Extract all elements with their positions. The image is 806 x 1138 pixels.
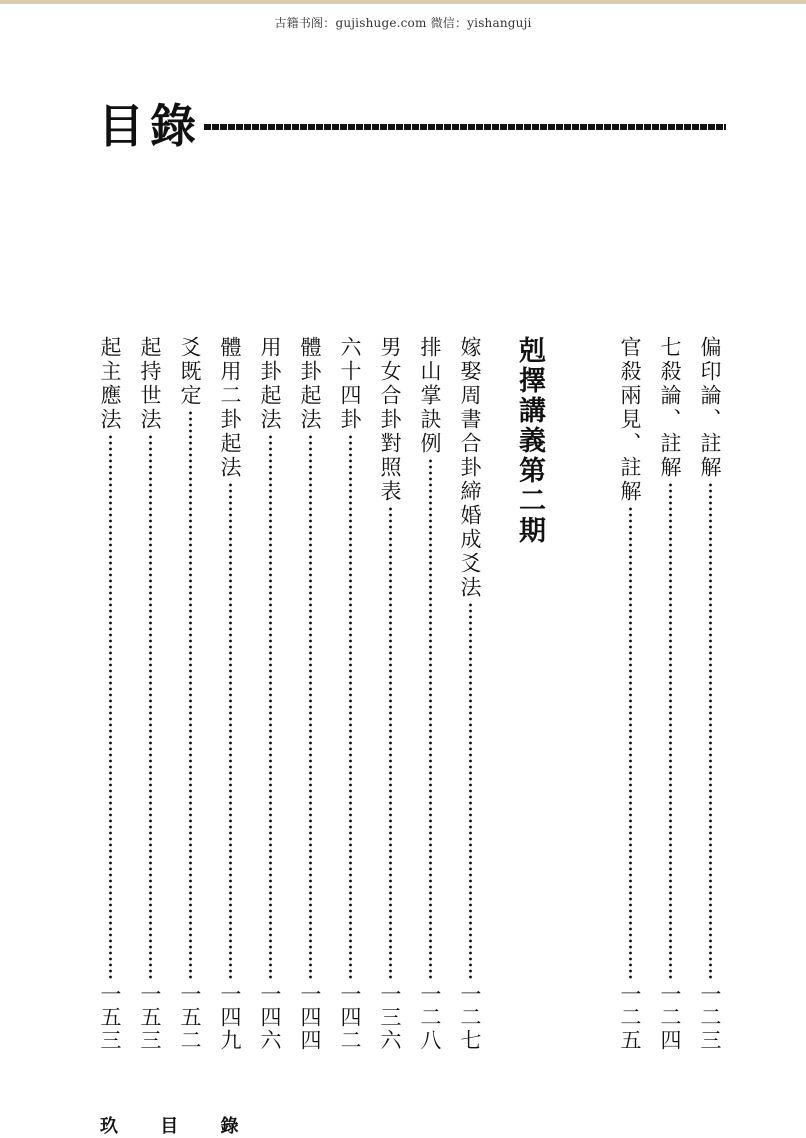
toc-entry-page: 一二四	[658, 983, 682, 1052]
toc-entry-title: 起持世法	[138, 336, 162, 432]
toc-entry-page: 一四九	[218, 983, 242, 1052]
toc-entry[interactable]	[336, 336, 364, 1052]
dot-leader	[269, 434, 272, 981]
title-rule	[204, 124, 726, 130]
toc-entry[interactable]	[656, 336, 684, 1052]
toc-entry[interactable]	[216, 336, 244, 1052]
toc-entry-page: 一二八	[418, 983, 442, 1052]
toc-entry-page: 一三六	[378, 983, 402, 1052]
dot-leader	[229, 482, 232, 981]
toc-entry-title: 官殺兩見、註解	[618, 336, 642, 504]
toc-entry-page: 一四四	[298, 983, 322, 1052]
toc-entry-title: 嫁娶周書合卦締婚成爻法	[458, 336, 482, 600]
toc-entry-page: 一四六	[258, 983, 282, 1052]
toc-entry[interactable]	[456, 336, 484, 1052]
toc-entry[interactable]	[696, 336, 724, 1052]
toc-entry-title: 用卦起法	[258, 336, 282, 432]
toc-entry-page: 一五三	[138, 983, 162, 1052]
toc-entry[interactable]	[296, 336, 324, 1052]
page-footer: 玖 目 錄	[100, 1116, 257, 1137]
dot-leader	[189, 410, 192, 981]
page-title: 目錄	[98, 99, 202, 153]
top-border	[0, 0, 806, 4]
toc-entry-title: 偏印論、註解	[698, 336, 722, 480]
toc-entry-page: 一二五	[618, 983, 642, 1052]
dot-leader	[109, 434, 112, 981]
toc-entry[interactable]	[616, 336, 644, 1052]
watermark-text: 古籍书阁：gujishuge.com 微信：yishanguji	[274, 16, 532, 30]
dot-leader	[669, 482, 672, 981]
toc-entry-title: 男女合卦對照表	[378, 336, 402, 504]
toc-entry[interactable]	[256, 336, 284, 1052]
toc-entry-title: 體卦起法	[298, 336, 322, 432]
toc-entry-page: 一五三	[98, 983, 122, 1052]
toc-entry[interactable]	[136, 336, 164, 1052]
dot-leader	[349, 434, 352, 981]
section-heading-text: 剋擇講義第二期	[514, 336, 545, 546]
dot-leader	[309, 434, 312, 981]
toc-entry-title: 爻既定	[178, 336, 202, 408]
toc-entry-title: 六十四卦	[338, 336, 362, 432]
toc-entry-page: 一二七	[458, 983, 482, 1052]
toc-entry-title: 起主應法	[98, 336, 122, 432]
toc-entry-page: 一二三	[698, 983, 722, 1052]
section-heading	[512, 336, 546, 576]
toc-entry[interactable]	[376, 336, 404, 1052]
dot-leader	[469, 602, 472, 981]
toc-entry-page: 一五二	[178, 983, 202, 1052]
toc-entry[interactable]	[416, 336, 444, 1052]
dot-leader	[149, 434, 152, 981]
dot-leader	[709, 482, 712, 981]
toc-entry-title: 體用二卦起法	[218, 336, 242, 480]
toc-entry[interactable]	[96, 336, 124, 1052]
toc-entry-title: 排山掌訣例	[418, 336, 442, 456]
dot-leader	[429, 458, 432, 981]
dot-leader	[629, 506, 632, 981]
toc-entry-title: 七殺論、註解	[658, 336, 682, 480]
dot-leader	[389, 506, 392, 981]
toc-entry-page: 一四二	[338, 983, 362, 1052]
toc-entry[interactable]	[176, 336, 204, 1052]
